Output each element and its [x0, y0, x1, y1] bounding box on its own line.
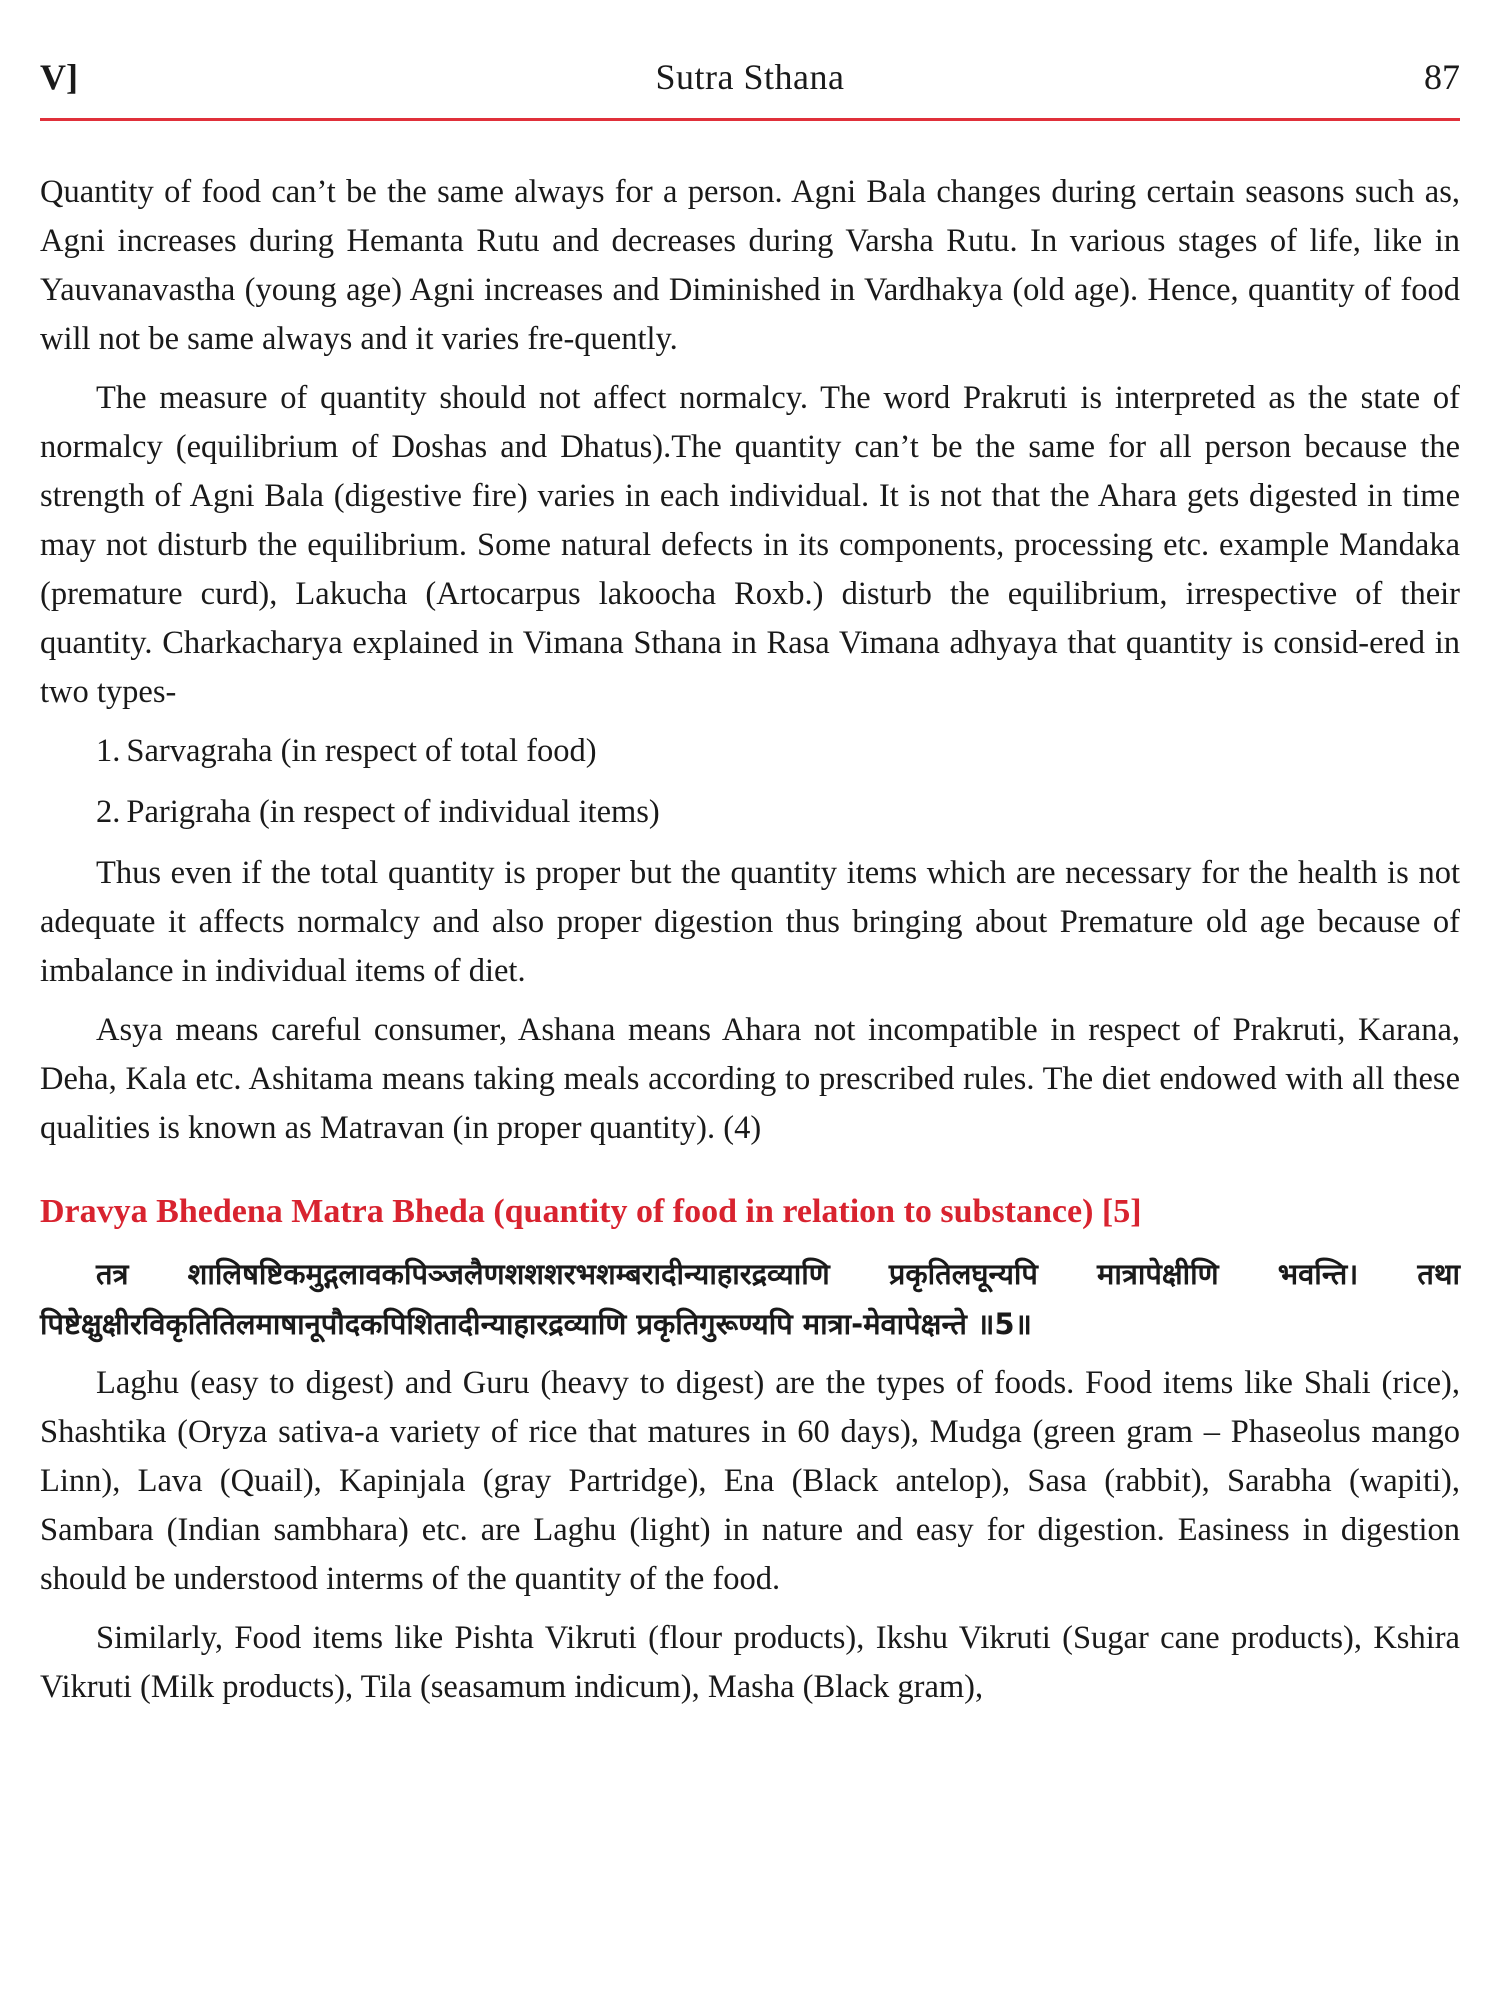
paragraph-measure-of-quantity: The measure of quantity should not affect normalcy. The word Prakruti is interpreted as the state of normalcy (equilibrium of Doshas and Dhatus).The quantity can’t be the same for all person because the strength of Agni Bala (digestive fire) varies in each individual. It is not that the Ahara gets digested in time may not disturb the equilibrium. Some natural defects in its components, processing etc. example Mandaka (premature curd), Lakucha (Artocarpus lakoocha Roxb.) disturb the equilibrium, irrespective of their quantity. Charkacharya explained in Vimana Sthana in Rasa Vimana adhyaya that quantity is consid-ered in two types-	[40, 380, 1460, 710]
header-rule	[40, 118, 1460, 121]
list-number: 2.	[96, 794, 121, 830]
chapter-marker: V]	[40, 57, 78, 97]
paragraph-asya-ashana: Asya means careful consumer, Ashana means Ahara not incompatible in respect of Prakruti, Karana, Deha, Kala etc. Ashitama means taking meals according to prescribed rules. The diet endowed with all these qualities is known as Matravan (in proper quantity). (4)	[40, 1012, 1460, 1146]
paragraph-quantity-variation: Quantity of food can’t be the same always for a person. Agni Bala changes during certain seasons such as, Agni increases during Hemanta Rutu and decreases during Varsha Rutu. In various stages of life, like in Yauvanavastha (young age) Agni increases and Diminished in Vardhakya (old age). Hence, quantity of food will not be same always and it varies fre-quently.	[40, 174, 1460, 357]
paragraph-similarly: Similarly, Food items like Pishta Vikruti (flour products), Ikshu Vikruti (Sugar cane products), Kshira Vikruti (Milk products), Tila (seasamum indicum), Masha (Black gram),	[40, 1620, 1460, 1705]
list-text: Parigraha (in respect of individual items)	[126, 794, 660, 830]
body-text	[40, 168, 1460, 1722]
list-text: Sarvagraha (in respect of total food)	[126, 733, 597, 769]
book-page	[40, 0, 1460, 2000]
running-header	[40, 52, 1460, 102]
section-heading: Dravya Bhedena Matra Bheda (quantity of food in relation to substance) [5]	[40, 1193, 1142, 1230]
page-number: 87	[1424, 57, 1460, 97]
running-title: Sutra Sthana	[655, 57, 845, 97]
sanskrit-verse: तत्र शालिषष्टिकमुद्गलावकपिञ्जलैणशशशरभशम्बरादीन्याहारद्रव्याणि प्रकृतिलघून्यपि मात्रापेक्षीणि भवन्ति। तथा पिष्टेक्षुक्षीरविकृतितिलमाषानूपौदकपिशितादीन्याहारद्रव्याणि प्रकृतिगुरूण्यपि मात्रा-मेवापेक्षन्ते ॥5॥	[40, 1257, 1460, 1341]
list-number: 1.	[96, 733, 121, 769]
paragraph-total-quantity: Thus even if the total quantity is proper but the quantity items which are necessary for the health is not adequate it affects normalcy and also proper digestion thus bringing about Premature old age because of imbalance in individual items of diet.	[40, 855, 1460, 989]
list-item-sarvagraha	[40, 727, 1460, 776]
list-item-parigraha	[40, 788, 1460, 837]
paragraph-laghu-guru: Laghu (easy to digest) and Guru (heavy to digest) are the types of foods. Food items like Shali (rice), Shashtika (Oryza sativa-a variety of rice that matures in 60 days), Mudga (green gram – Phaseolus mango Linn), Lava (Quail), Kapinjala (gray Partridge), Ena (Black antelop), Sasa (rabbit), Sarabha (wapiti), Sambara (Indian sambhara) etc. are Laghu (light) in nature and easy for digestion. Easiness in digestion should be understood interms of the quantity of the food.	[40, 1365, 1460, 1597]
